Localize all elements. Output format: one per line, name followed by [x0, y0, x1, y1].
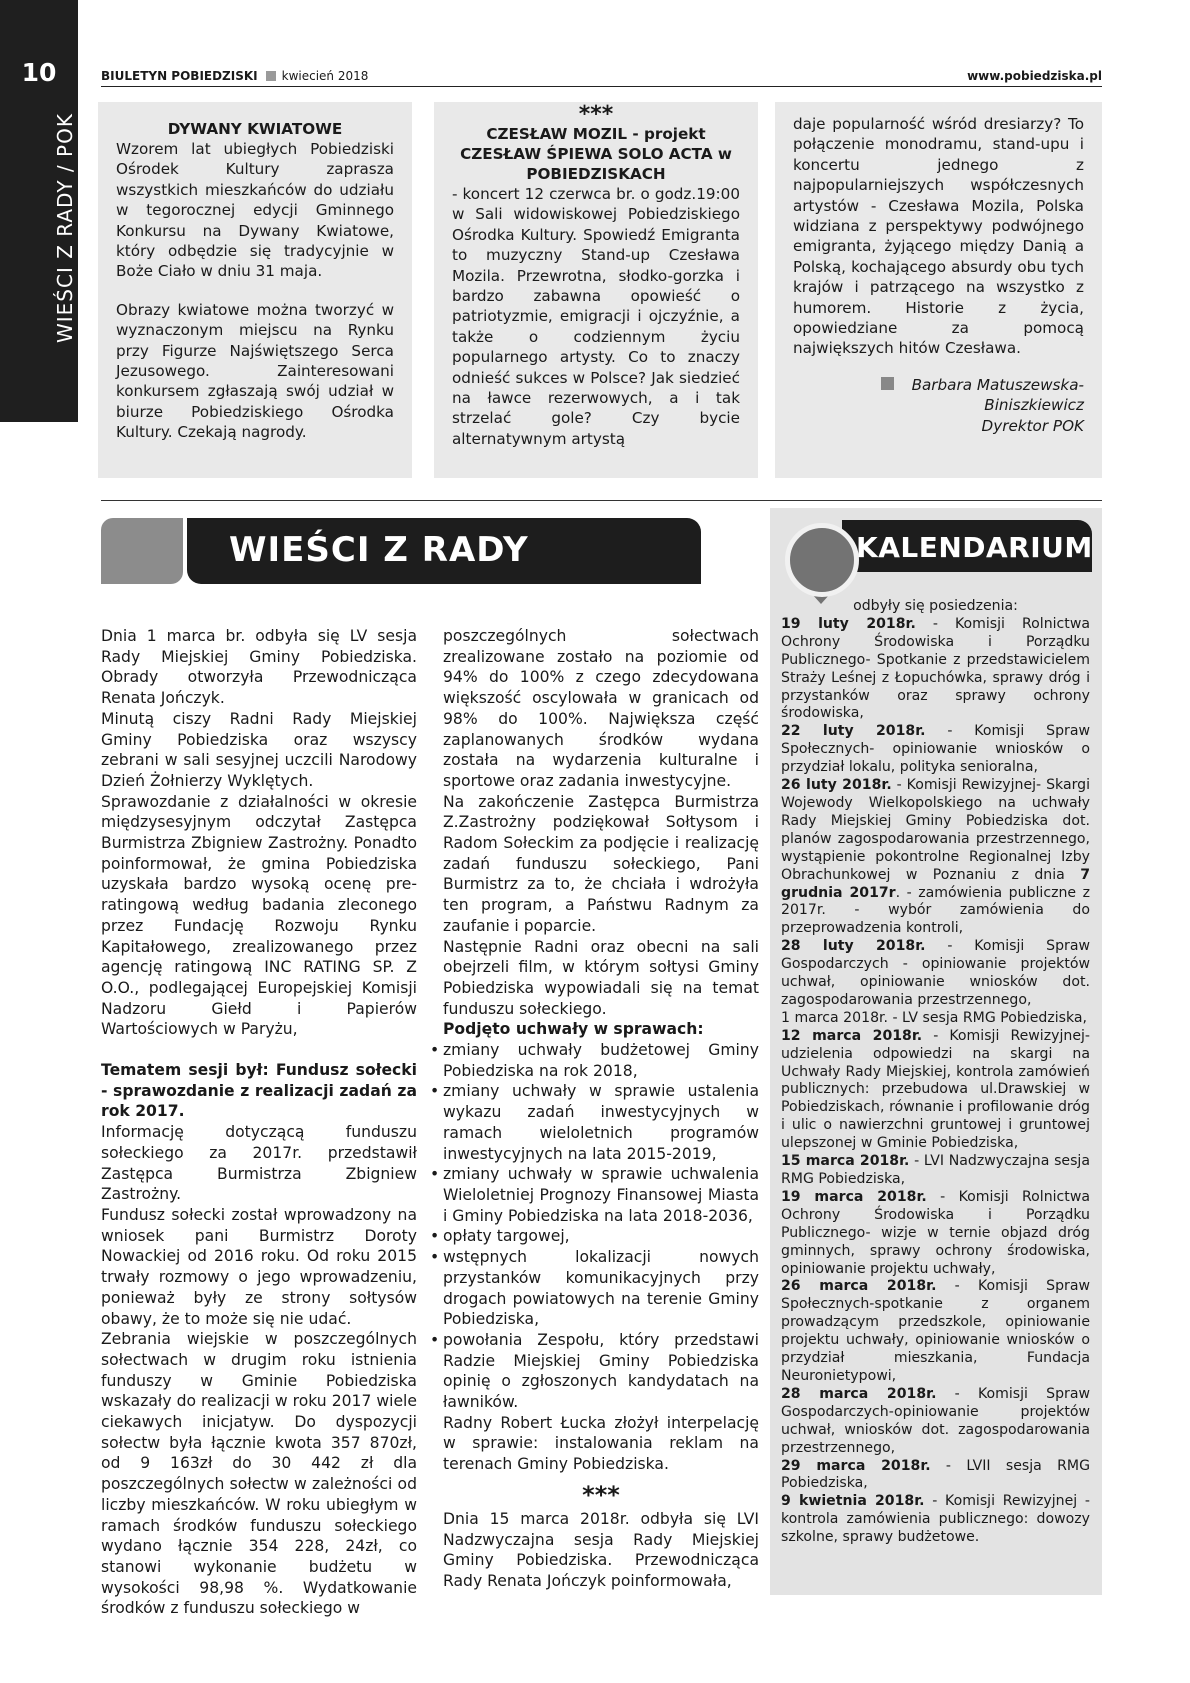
col1-paragraph: Informację dotyczącą funduszu sołeckiego za 2017r. przedstawił Zastępca Burmistrza Zbigniew Zastrożny.: [101, 1123, 417, 1204]
kalendarium-body: [781, 598, 1090, 1547]
box-mozil-stars: ***: [578, 102, 614, 127]
list-item: • zmiany uchwały w sprawie ustalenia wykazu zadań inwestycyjnych w ramach wieloletnich programów inwestycyjnych na lata 2015-2019,: [443, 1081, 759, 1164]
kalendarium-pin-icon: [785, 523, 859, 597]
col2-paragraph: poszczególnych sołectwach zrealizowane zostało na poziomie od 94% do 100% z czego zdecydowana większość oscylowała w granicach od 98% do 100%. Największa część zaplanowanych środków wydana została na wydarzenia kulturalne i sportowe oraz zadania inwestycyjne.: [443, 627, 759, 790]
kalendarium-entry: 19 luty 2018r. - Komisji Rolnictwa Ochrony Środowiska i Porządku Publicznego- Spotkanie z przedstawicielem Straży Leśnej z Łopuchówka, sprawy dróg i przystanków oraz sprawy ochrony środowiska,: [781, 615, 1090, 722]
kalendarium-entry: 26 marca 2018r. - Komisji Spraw Społecznych-spotkanie z organem prowadzącym przedszkole, opiniowanie projektu uchwały, opiniowanie wniosków o przydział mieszkania, Fundacja Neuronietypowi,: [781, 1278, 1090, 1384]
article-box-mozil: [434, 102, 758, 478]
col1-paragraph: Fundusz sołecki został wprowadzony na wniosek pani Burmistrz Doroty Nowackiej od 2016 roku. Od roku 2015 trwały rozmowy o jego wprowadzeniu, ponieważ były ze strony sołtysów obawy, że to może się nie udać.: [101, 1205, 417, 1328]
banner-gray-block: [101, 518, 183, 584]
session-topic: Tematem sesji był: Fundusz sołecki - sprawozdanie z realizacji zadań za rok 2017.: [101, 1061, 417, 1121]
box-mozil-continued-content: [793, 114, 1084, 436]
signature-name-1: Barbara Matuszewska-: [911, 375, 1084, 394]
list-item: • zmiany uchwały budżetowej Gminy Pobiedziska na rok 2018,: [443, 1040, 759, 1081]
kalendarium-title: KALENDARIUM: [856, 531, 1093, 564]
kalendarium-entry: 22 luty 2018r. - Komisji Spraw Społecznych- opiniowanie wniosków o przydział lokalu, polityka senioralna,: [781, 723, 1090, 776]
signature-square-icon: [881, 377, 894, 390]
col1-paragraph: Minutą ciszy Radni Rady Miejskiej Gminy Pobiedziska oraz wszyscy zebrani w sali sesyjnej uczcili Narodowy Dzień Żołnierzy Wyklętych.: [101, 709, 417, 790]
kalendarium-entry: 19 marca 2018r. - Komisji Rolnictwa Ochrony Środowiska i Porządku Publicznego- wizje w ternie objazd dróg gminnych, sprawy ochrony środowiska, opiniowanie projektu uchwały,: [781, 1188, 1090, 1277]
wiesci-column-1: [101, 626, 417, 1619]
section-tab-label: WIEŚCI Z RADY / POK: [53, 113, 77, 343]
header-left: [101, 69, 368, 83]
box-dywany-paragraph-1: Wzorem lat ubiegłych Pobiedziski Ośrodek Kultury zaprasza wszystkich mieszkańców do udziału w tegorocznej edycji Gminnego Konkursu na Dywany Kwiatowe, który odbędzie się tradycyjnie w Boże Ciało w dniu 31 maja.: [116, 140, 394, 281]
header-rule: [101, 86, 1102, 87]
box-dywany-paragraph-2: Obrazy kwiatowe można tworzyć w wyznaczonym miejscu na Rynku przy Figurze Najświętszego Serca Jezusowego. Zainteresowani konkursem zgłaszają swój udział w biurze Pobiedziskiego Ośrodka Kultury. Czekają nagrody.: [116, 300, 394, 442]
kalendarium-intro: odbyły się posiedzenia:: [853, 598, 1018, 614]
resolutions-list: [443, 1040, 759, 1413]
section-separator: [101, 500, 1102, 501]
wiesci-banner: [101, 518, 701, 584]
separator-square-icon: [266, 71, 276, 81]
signature-name-2: Biniszkiewicz: [984, 396, 1084, 415]
resolutions-heading: Podjęto uchwały w sprawach:: [443, 1020, 704, 1039]
kalendarium-entry: 26 luty 2018r. - Komisji Rewizyjnej- Skargi Wojewody Wielkopolskiego na uchwały Rady Miejskiej Gminy Pobiedziska dot. planów zagospodarowania przestrzennego, wystąpienie pokontrolne Regionalnej Izby Obrachunkowej w Poznaniu z dnia 7 grudnia 2017r. - zamówienia publiczne z 2017r. - wybór zamówienia do przeprowadzenia kontroli,: [781, 777, 1090, 937]
col2-stars: ***: [582, 1480, 620, 1509]
col1-paragraph: Dnia 1 marca br. odbyła się LV sesja Rady Miejskiej Gminy Pobiedziska. Obrady otworzyła Przewodnicząca Renata Jończyk.: [101, 627, 417, 708]
signature-role: Dyrektor POK: [981, 416, 1084, 435]
kalendarium-entry: 28 marca 2018r. - Komisji Spraw Gospodarczych-opiniowanie projektów uchwał, wniosków dot. zagospodarowania przestrzennego,: [781, 1385, 1090, 1456]
kalendarium-panel: [770, 508, 1102, 1595]
box-dywany-title: DYWANY KWIATOWE: [167, 120, 343, 138]
box-dywany-content: [116, 119, 394, 461]
publication-name: BIULETYN POBIEDZISKI: [101, 69, 258, 83]
col2-paragraph: Radny Robert Łucka złożył interpelację w sprawie: instalowania reklam na terenach Gminy Pobiedziska.: [443, 1413, 759, 1474]
box-mozil-text: - koncert 12 czerwca br. o godz.19:00 w Sali widowiskowej Pobiedziskiego Ośrodka Kultury. Spowiedź Emigranta to muzyczny Stand-up Czesława Mozila. Przewrotna, słodko-gorzka i bardzo zabawna opowieść o patriotyzmie, emigracji i ojczyźnie, a także o codziennym życiu popularnego artysty. Co to znaczy odnieść sukces w Polsce? Jak siedzieć na ławce rezerwowych, a i tak strzelać gole? Czy bycie alternatywnym artystą: [452, 185, 740, 448]
box-mozil-content: [452, 102, 740, 449]
list-item: • zmiany uchwały w sprawie uchwalenia Wieloletniej Prognozy Finansowej Miasta i Gminy Pobiedziska na lata 2018-2036,: [443, 1164, 759, 1226]
box-mozil-title: CZESŁAW MOZIL - projekt CZESŁAW ŚPIEWA SOLO ACTA w POBIEDZISKACH: [460, 125, 732, 183]
article-box-dywany: [98, 102, 412, 478]
kalendarium-entry: 15 marca 2018r. - LVI Nadzwyczajna sesja RMG Pobiedziska,: [781, 1153, 1090, 1187]
col1-paragraph: Zebrania wiejskie w poszczególnych sołectwach w drugim roku istnienia funduszy w Gminie Pobiedziska wskazały do realizacji w roku 2017 wiele ciekawych inicjatyw. Do dyspozycji sołectw była łącznie kwota 357 870zł, od 9 163zł do 30 442 zł dla poszczególnych sołectw w zależności od liczby mieszkańców. W roku ubiegłym w ramach środków funduszu sołeckiego wydano łącznie 354 228, 24zł, co stanowi wykonanie budżetu w wysokości 98,98 %. Wydatkowanie środków z funduszu sołeckiego w: [101, 1330, 417, 1618]
col2-paragraph: Następnie Radni oraz obecni na sali obejrzeli film, w którym sołtysi Gminy Pobiedziska wypowiadali się na temat funduszu sołeckiego.: [443, 937, 759, 1018]
list-item: • wstępnych lokalizacji nowych przystanków komunikacyjnych przy drogach powiatowych na terenie Gminy Pobiedziska,: [443, 1247, 759, 1330]
page-number: 10: [21, 58, 57, 87]
wiesci-column-2: [443, 626, 759, 1592]
kalendarium-entry: 12 marca 2018r. - Komisji Rewizyjnej- udzielenia odpowiedzi na skargi na Uchwały Rady Miejskiej, kontrola zamówień publicznych: przebudowa ul.Drawskiej w Pobiedziskach, równanie i profilowanie dróg i ulic o nawierzchni gruntowej i gruntowej ulepszonej w Gminie Pobiedziska,: [781, 1027, 1090, 1152]
kalendarium-entry: 1 marca 2018r. - LV sesja RMG Pobiedziska,: [781, 1009, 1088, 1026]
col1-paragraph: Sprawozdanie z działalności w okresie międzysesyjnym odczytał Zastępca Burmistrza Zbigniew Zastrożny. Ponadto poinformował, że gmina Pobiedziska uzyskała bardzo wysoką ocenę pre-ratingową według badania zleconego przez Fundację Rozwoju Rynku Kapitałowego, zrealizowanego przez agencję ratingową INC RATING SP. Z O.O., podlegającej Europejskiej Komisji Nadzoru Giełd i Papierów Wartościowych w Paryżu,: [101, 792, 417, 1039]
paragraph-gap: [101, 1040, 417, 1060]
box-mozil-continued-text: daje popularność wśród dresiarzy? To połączenie monodramu, stand-upu i koncertu jednego z najpopularniejszych współczesnych artystów - Czesława Mozila, Polska widziana z perspektywy podwójnego emigranta, żyjącego między Danią a Polską, kochającego absurdy obu tych krajów i patrzącego na wszystko z humorem. Historie z życia, opowiedziane za pomocą największych hitów Czesława.: [793, 115, 1084, 358]
kalendarium-entry: 9 kwietnia 2018r. - Komisji Rewizyjnej - kontrola zamówienia publicznego: dowozy szkolne, sprawy budżetowe.: [781, 1493, 1090, 1546]
issue-date: kwiecień 2018: [281, 69, 369, 83]
website-url[interactable]: www.pobiedziska.pl: [967, 69, 1102, 83]
wiesci-banner-title: WIEŚCI Z RADY: [229, 530, 529, 570]
col2-paragraph: Dnia 15 marca 2018r. odbyła się LVI Nadzwyczajna sesja Rady Miejskiej Gminy Pobiedziska. Przewodnicząca Rady Renata Jończyk poinformowała,: [443, 1509, 759, 1590]
article-box-mozil-continued: [775, 102, 1102, 478]
author-signature: [793, 375, 1084, 436]
list-item: • powołania Zespołu, który przedstawi Radzie Miejskiej Gminy Pobiedziska opinię o zgłoszonych kandydatach na ławników.: [443, 1330, 759, 1413]
kalendarium-entry: 28 luty 2018r. - Komisji Spraw Gospodarczych - opiniowanie projektów uchwał, opiniowanie wniosków dot. zagospodarowania przestrzennego,: [781, 938, 1090, 1008]
kalendarium-entry: 29 marca 2018r. - LVII sesja RMG Pobiedziska,: [781, 1457, 1090, 1492]
col2-paragraph: Na zakończenie Zastępca Burmistrza Z.Zastrożny podziękował Sołtysom i Radom Sołeckim za podjęcie i realizację zadań funduszu sołeckiego, Pani Burmistrz za to, że chciała i wdrożyła ten program, a Państwu Radnym za zaufanie i poparcie.: [443, 792, 759, 935]
list-item: • opłaty targowej,: [443, 1226, 759, 1247]
